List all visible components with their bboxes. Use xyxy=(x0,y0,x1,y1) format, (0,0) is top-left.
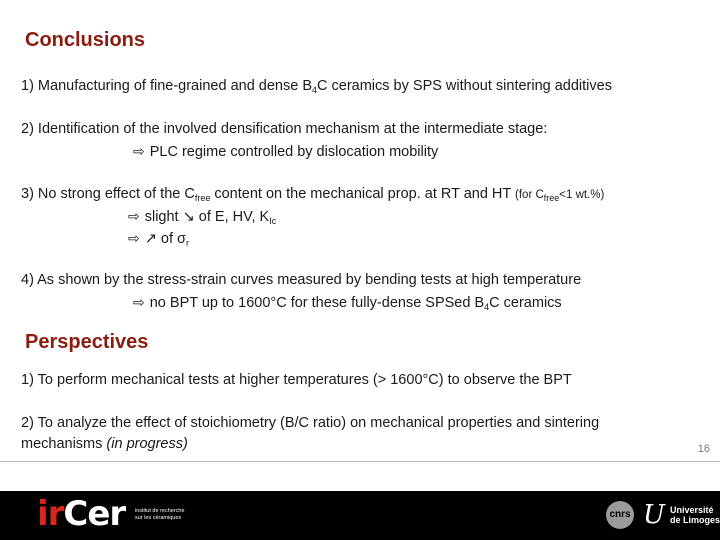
page-number: 16 xyxy=(697,443,710,455)
conclusion-item-4: 4) As shown by the stress-strain curves measured by bending tests at high temperature xyxy=(21,272,582,288)
conclusion-item-4-detail-sub: 4 xyxy=(484,302,490,312)
implies-arrow-icon: ⇨ xyxy=(128,208,140,224)
arrow-down-right-icon: ↘ xyxy=(182,209,195,225)
conclusion-item-3-paren-b: <1 wt.%) xyxy=(559,189,605,201)
implies-arrow-icon: ⇨ xyxy=(133,294,145,310)
ircer-subtitle xyxy=(135,508,185,522)
footer-bar xyxy=(0,491,720,540)
conclusion-item-3-detail-1 xyxy=(128,207,276,226)
ircer-subtitle-1: institut de recherche xyxy=(135,508,185,514)
perspective-item-2-line-1: 2) To analyze the effect of stoichiometry (B/C ratio) on mechanical properties and sintering xyxy=(21,415,600,431)
conclusion-item-3-detail-2 xyxy=(128,229,189,248)
detail1-sub: Ic xyxy=(269,216,277,226)
ulim-text xyxy=(670,505,720,525)
perspectives-heading: Perspectives xyxy=(25,331,149,353)
implies-arrow-icon: ⇨ xyxy=(128,230,140,246)
perspective-item-1: 1) To perform mechanical tests at higher temperatures (> 1600°C) to observe the BPT xyxy=(21,372,572,388)
conclusion-item-3-sub2: free xyxy=(543,193,560,203)
ircer-wordmark-b: Cer xyxy=(63,494,126,534)
detail2-sub: r xyxy=(186,238,189,248)
ulim-line-1: Université xyxy=(670,505,714,515)
arrow-up-right-icon: ↗ xyxy=(144,231,157,247)
conclusion-item-4-detail-a: no BPT up to 1600°C for these fully-dense SPSed B xyxy=(149,295,485,311)
cnrs-logo: cnrs xyxy=(606,501,634,529)
ulim-line-2: de Limoges xyxy=(670,515,720,525)
perspective-item-2-line-2 xyxy=(21,435,188,453)
conclusion-item-2: 2) Identification of the involved densification mechanism at the intermediate stage: xyxy=(21,121,548,137)
conclusion-item-3-text-b: content on the mechanical prop. at RT and HT xyxy=(210,186,516,202)
ircer-subtitle-2: sur les céramiques xyxy=(135,515,182,521)
ulim-mark-icon: U xyxy=(643,500,665,530)
conclusion-item-3 xyxy=(21,185,604,204)
ircer-wordmark-a: ir xyxy=(37,494,64,534)
conclusion-item-1-text-a: 1) Manufacturing of fine-grained and dense B xyxy=(21,78,312,94)
conclusion-item-3-sub1: free xyxy=(194,193,211,203)
conclusion-item-4-detail xyxy=(133,293,562,312)
implies-arrow-icon: ⇨ xyxy=(133,143,145,159)
conclusion-item-3-paren xyxy=(515,189,604,201)
detail2-text-b: of xyxy=(156,231,178,247)
sigma-symbol: σ xyxy=(177,231,186,247)
conclusion-item-3-text-a: 3) No strong effect of the C xyxy=(21,186,195,202)
conclusion-item-1-sub: 4 xyxy=(312,85,318,95)
conclusion-item-2-detail xyxy=(133,142,438,161)
divider xyxy=(0,461,720,462)
conclusion-item-1-text-b: C ceramics by SPS without sintering additives xyxy=(317,78,612,94)
conclusion-item-1 xyxy=(21,77,612,95)
conclusion-item-4-detail-b: C ceramics xyxy=(489,295,562,311)
conclusions-heading: Conclusions xyxy=(25,29,146,51)
detail1-text-a: slight xyxy=(144,209,183,225)
in-progress-note: (in progress) xyxy=(106,436,188,452)
conclusion-item-3-paren-a: (for C xyxy=(515,189,544,201)
detail1-text-b: of E, HV, K xyxy=(194,209,270,225)
perspective-item-2-text: mechanisms xyxy=(21,436,107,452)
conclusion-item-2-detail-text: PLC regime controlled by dislocation mobility xyxy=(149,144,439,160)
ircer-wordmark xyxy=(37,494,125,534)
